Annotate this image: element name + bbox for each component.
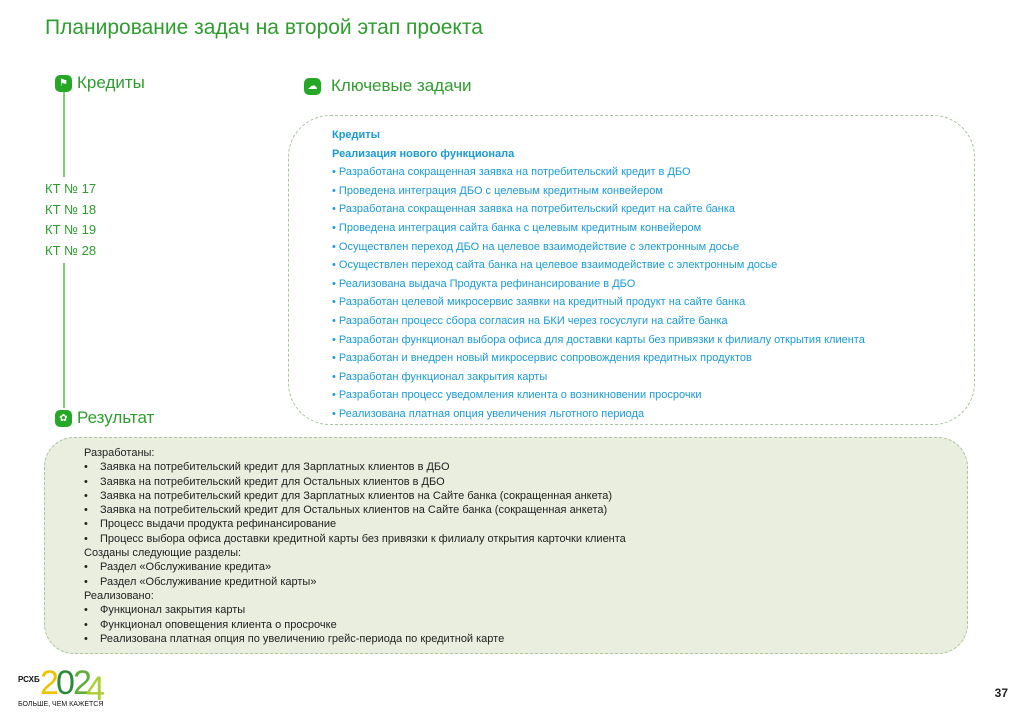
tasks-subheading: Реализация нового функционала [332,147,515,160]
result-text: Раздел «Обслуживание кредитной карты» [100,575,317,588]
task-text: Разработан и внедрен новый микросервис сопровождения кредитных продуктов [338,352,752,365]
bullet: • [84,561,88,574]
bullet: • [84,532,88,545]
task-item: • Разработан целевой микросервис заявки на кредитный продукт на сайте банка [332,296,746,309]
gear-icon: ✿ [55,410,72,427]
task-item: • Разработан процесс сбора согласия на БКИ через госуслуги на сайте банка [332,314,728,327]
kt-item: КТ № 17 [45,181,97,196]
result-text: Заявка на потребительский кредит для Остальных клиентов в ДБО [100,475,445,488]
svg-text:2: 2 [40,664,55,702]
result-item [84,575,626,589]
result-text: Процесс выбора офиса доставки кредитной карты без привязки к филиалу открытия карточки клиента [100,532,626,545]
result-item [84,517,626,531]
task-item: • Разработана сокращенная заявка на потребительский кредит в ДБО [332,166,691,179]
task-text: Осуществлен переход сайта банка на целевое взаимодействие с электронным досье [338,259,778,272]
page-number: 37 [994,686,1008,700]
result-item [84,489,626,503]
bullet: • [84,504,88,517]
task-text: Проведена интеграция сайта банка с целевым кредитным конвейером [338,221,702,234]
result-label: Результат [77,408,155,427]
result-text: Процесс выдачи продукта рефинансирование [100,518,337,531]
result-item [84,475,626,489]
result-text: Заявка на потребительский кредит для Зарплатных клиентов на Сайте банка (сокращенная анкета) [100,489,613,502]
cloud-icon: ☁ [304,78,321,95]
result-content [84,446,626,646]
result-group-heading: Созданы следующие разделы: [84,547,242,560]
bullet: • [84,475,88,488]
rshb-2024-logo [18,660,108,708]
task-text: Разработана сокращенная заявка на потребительский кредит в ДБО [338,166,691,179]
task-item: • Разработан и внедрен новый микросервис сопровождения кредитных продуктов [332,352,752,365]
task-item: • Разработан функционал закрытия карты [332,370,548,383]
task-text: Разработан функционал выбора офиса для доставки карты без привязки к филиалу открытия клиента [338,333,865,346]
result-item [84,532,626,546]
bullet: • [84,632,88,645]
kt-list [45,177,96,263]
result-item [84,460,626,474]
tasks-heading [304,76,472,96]
result-item [84,503,626,517]
logo [18,660,108,713]
bullet: • [84,461,88,474]
task-text: Разработан функционал закрытия карты [338,370,548,383]
result-text: Заявка на потребительский кредит для Остальных клиентов на Сайте банка (сокращенная анкета) [100,504,608,517]
result-group-heading: Реализовано: [84,589,154,602]
result-item [84,632,626,646]
result-text: Функционал закрытия карты [100,604,246,617]
svg-text:РСХБ: РСХБ [18,675,40,684]
task-text: Реализована платная опция увеличения льготного периода [338,407,645,420]
bullet: • [84,518,88,531]
task-text: Разработан процесс сбора согласия на БКИ через госуслуги на сайте банка [338,314,728,327]
result-item [84,560,626,574]
task-item: • Разработан процесс уведомления клиента о возникновении просрочки [332,389,702,402]
bullet: • [84,618,88,631]
task-text: Разработан процесс уведомления клиента о возникновении просрочки [338,389,702,402]
svg-text:2: 2 [73,664,88,702]
result-text: Раздел «Обслуживание кредита» [100,561,272,574]
result-heading [55,408,154,428]
kt-item: КТ № 28 [45,242,97,258]
result-text: Реализована платная опция по увеличению грейс-периода по кредитной карте [100,632,505,645]
result-item [84,603,626,617]
task-item: • Реализована выдача Продукта рефинансирование в ДБО [332,277,636,290]
bullet: • [84,489,88,502]
result-group-heading: Разработаны: [84,447,155,459]
task-text: Проведена интеграция ДБО с целевым кредитным конвейером [338,184,663,197]
tasks-subheading: Кредиты [332,129,381,141]
credits-heading [55,73,145,93]
tasks-label: Ключевые задачи [331,76,472,95]
task-text: Реализована выдача Продукта рефинансирование в ДБО [338,277,636,290]
task-item: • Проведена интеграция сайта банка с целевым кредитным конвейером [332,221,702,234]
bullet: • [84,604,88,617]
task-text: Осуществлен переход ДБО на целевое взаимодействие с электронным досье [338,240,740,253]
task-text: Разработана сокращенная заявка на потребительский кредит на сайте банка [338,203,736,216]
svg-text:БОЛЬШЕ, ЧЕМ КАЖЕТСЯ: БОЛЬШЕ, ЧЕМ КАЖЕТСЯ [18,701,104,708]
kt-item: КТ № 18 [45,201,97,217]
task-item: • Реализована платная опция увеличения льготного периода [332,407,645,420]
svg-text:0: 0 [56,664,71,702]
task-item: • Разработан функционал выбора офиса для доставки карты без привязки к филиалу открытия клиента [332,333,865,346]
task-item: • Осуществлен переход ДБО на целевое взаимодействие с электронным досье [332,240,740,253]
task-item: • Проведена интеграция ДБО с целевым кредитным конвейером [332,184,663,197]
task-item: • Осуществлен переход сайта банка на целевое взаимодействие с электронным досье [332,259,778,272]
result-item [84,618,626,632]
page-title: Планирование задач на второй этап проекта [45,16,483,39]
result-text: Заявка на потребительский кредит для Зарплатных клиентов в ДБО [100,461,450,474]
svg-text:4: 4 [86,670,105,708]
kt-item: КТ № 19 [45,222,97,237]
credits-label: Кредиты [77,73,145,92]
flag-icon: ⚑ [55,75,72,92]
result-text: Функционал оповещения клиента о просрочке [100,618,337,631]
tasks-content [332,126,865,424]
task-item: • Разработана сокращенная заявка на потребительский кредит на сайте банка [332,203,736,216]
task-text: Разработан целевой микросервис заявки на кредитный продукт на сайте банка [338,296,746,309]
bullet: • [84,575,88,588]
